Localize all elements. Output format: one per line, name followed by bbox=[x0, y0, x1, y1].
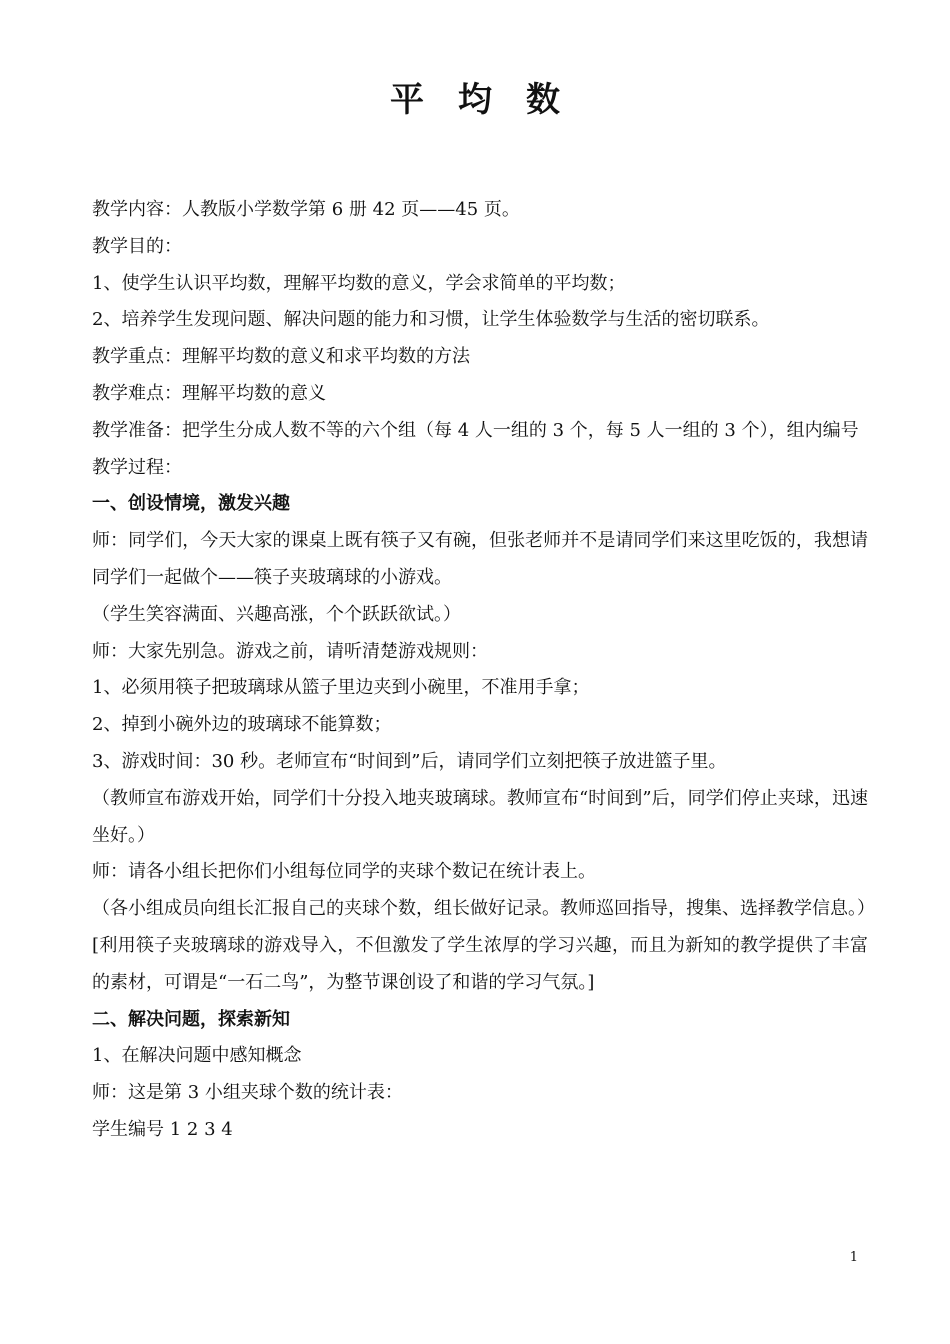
paragraph: 1、在解决问题中感知概念 bbox=[92, 1045, 302, 1067]
page-number: 1 bbox=[849, 1250, 858, 1265]
paragraph: （各小组成员向组长汇报自己的夹球个数，组长做好记录。教师巡回指导，搜集、选择教学信息。） bbox=[92, 898, 875, 920]
paragraph: 教学重点：理解平均数的意义和求平均数的方法 bbox=[92, 346, 470, 368]
paragraph: 师：大家先别急。游戏之前，请听清楚游戏规则： bbox=[92, 640, 488, 662]
paragraph: 3、游戏时间：30 秒。老师宣布“时间到”后，请同学们立刻把筷子放进篮子里。 bbox=[92, 750, 727, 772]
paragraph: 1、必须用筷子把玻璃球从篮子里边夹到小碗里，不准用手拿； bbox=[92, 677, 590, 699]
paragraph: 2、掉到小碗外边的玻璃球不能算数； bbox=[92, 714, 392, 736]
paragraph: （教师宣布游戏开始，同学们十分投入地夹玻璃球。教师宣布“时间到”后，同学们停止夹球，迅速坐好。） bbox=[92, 787, 868, 846]
paragraph: 教学内容：人教版小学数学第 6 册 42 页——45 页。 bbox=[92, 199, 520, 220]
paragraph: 2、培养学生发现问题、解决问题的能力和习惯，让学生体验数学与生活的密切联系。 bbox=[92, 309, 770, 331]
section-heading: 二、解决问题，探索新知 bbox=[92, 1008, 290, 1030]
paragraph: 师：请各小组长把你们小组每位同学的夹球个数记在统计表上。 bbox=[92, 861, 596, 883]
paragraph: 教学目的： bbox=[92, 235, 182, 257]
document-title: 平 均 数 bbox=[390, 80, 560, 120]
paragraph: 教学过程： bbox=[92, 456, 182, 478]
paragraph: （学生笑容满面、兴趣高涨，个个跃跃欲试。） bbox=[92, 603, 461, 625]
paragraph: 师：这是第 3 小组夹球个数的统计表： bbox=[92, 1082, 403, 1104]
document-body bbox=[92, 192, 875, 1149]
paragraph: 1、使学生认识平均数，理解平均数的意义，学会求简单的平均数； bbox=[92, 272, 626, 294]
section-heading: 一、创设情境，激发兴趣 bbox=[92, 493, 290, 515]
paragraph: 教学难点：理解平均数的意义 bbox=[92, 382, 326, 404]
paragraph: [利用筷子夹玻璃球的游戏导入，不但激发了学生浓厚的学习兴趣，而且为新知的教学提供了丰富的素材，可谓是“一石二鸟”，为整节课创设了和谐的学习气氛。] bbox=[92, 934, 868, 993]
paragraph: 师：同学们，今天大家的课桌上既有筷子又有碗，但张老师并不是请同学们来这里吃饭的，我想请同学们一起做个——筷子夹玻璃球的小游戏。 bbox=[92, 530, 868, 588]
paragraph: 教学准备：把学生分成人数不等的六个组（每 4 人一组的 3 个，每 5 人一组的 3 个），组内编号 bbox=[92, 419, 859, 441]
paragraph: 学生编号 1 2 3 4 bbox=[92, 1118, 233, 1140]
